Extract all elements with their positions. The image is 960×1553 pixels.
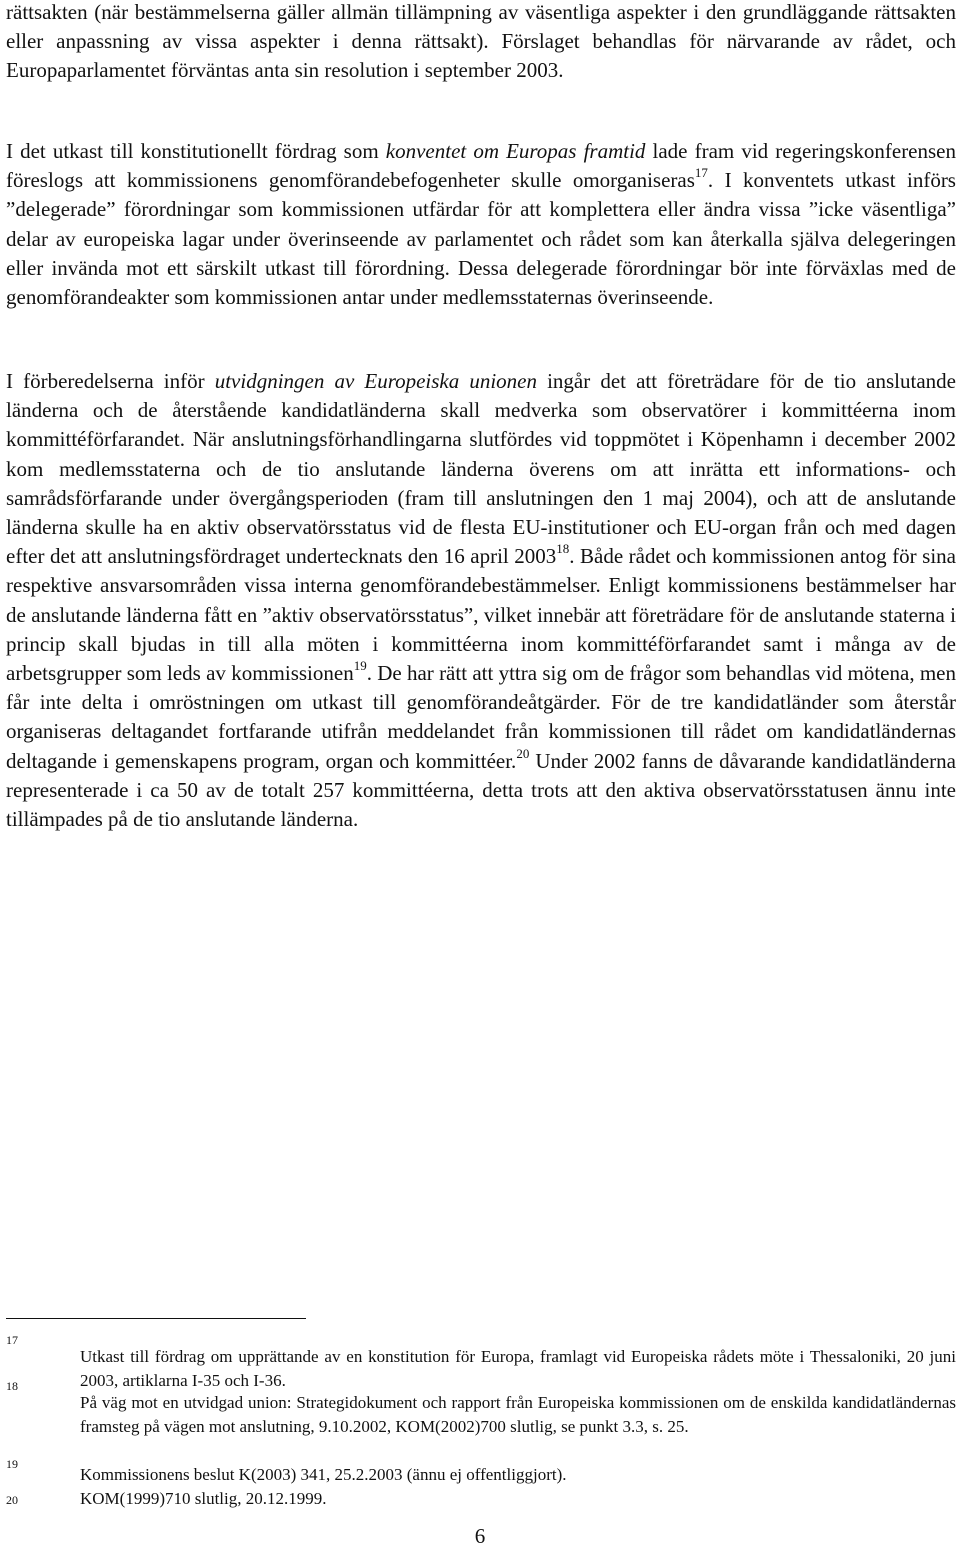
paragraph-3-part-c: . Både rådet och kommissionen antog för sina respektive ansvarsområden vissa interna genomförandebestämmelser. Enligt kommissionens bestämmelser har de anslutande länderna fått en ”aktiv observatörsstatus”, vilket innebär att företrädare för de anslutande staterna i princip skall bjudas in till alla möten i kommittéerna inom kommittéförfarandet samt i många av de arbetsgrupper som leds av kommissionen (6, 544, 956, 686)
page-number: 6 (474, 1524, 486, 1548)
footnote-ref-20: 20 (516, 745, 530, 761)
paragraph-2-italic-term: konventet om Europas framtid (385, 139, 646, 163)
footnote-separator (6, 1318, 306, 1319)
footnote-text: På väg mot en utvidgad union: Strategidokument och rapport från Europeiska kommissionen om de enskilda kandidatländernas framsteg på vägen mot anslutning, 9.10.2002, KOM(2002)700 slutlig, se punkt 3.3, s. 25. (80, 1393, 956, 1436)
footnote-text: KOM(1999)710 slutlig, 20.12.1999. (80, 1489, 327, 1508)
footnote-ref-18: 18 (556, 541, 570, 557)
paragraph-3-text (6, 367, 956, 834)
footnote-number: 20 (6, 1493, 18, 1507)
paragraph-2-text (6, 137, 956, 312)
paragraph-2-part-c: . I konventets utkast införs ”delegerade” förordningar som kommissionen utfärdar för att komplettera eller ändra vissa ”icke väsentliga” delar av europeiska lagar under överinseende av parlamentet och rådet som kan återkalla själva delegeringen eller invända mot ett särskilt utkast till förordning. Dessa delegerade förordningar bör inte förväxlas med de genomförandeakter som kommissionen antar under medlemsstaternas överinseende. (6, 168, 956, 310)
footnote-ref-19: 19 (353, 658, 367, 674)
footnote-text: Kommissionens beslut K(2003) 341, 25.2.2003 (ännu ej offentliggjort). (80, 1465, 567, 1484)
paragraph-2-part-b: lade fram vid regeringskonferensen föreslogs att kommissionens genomförandebefogenheter skulle omorganiseras (6, 139, 957, 193)
paragraph-3-part-b: ingår det att företrädare för de tio anslutande länderna och de återstående kandidatländerna skall medverka som observatörer i kommittéerna inom kommittéförfarandet. När anslutningsförhandlingarna slutfördes vid toppmötet i Köpenhamn i december 2002 kom medlemsstaterna och de tio anslutande länderna överens om att inrätta ett informations- och samrådsförfarande under övergångsperioden (fram till anslutningen den 1 maj 2004), och att de anslutande länderna skulle ha en aktiv observatörsstatus vid de flesta EU-institutioner och EU-organ från och med dagen efter det att anslutningsfördraget undertecknats den 16 april 2003 (6, 369, 956, 569)
paragraph-2-part-a: I det utkast till konstitutionellt fördrag som (6, 139, 386, 163)
paragraph-1-text: rättsakten (när bestämmelserna gäller allmän tillämpning av väsentliga aspekter i den grundläggande rättsakten eller anpassning av vissa aspekter i denna rättsakt). Förslaget behandlas för närvarande av rådet, och Europaparlamentet förväntas anta sin resolution i september 2003. (6, 0, 956, 83)
paragraph-3-part-a: I förberedelserna inför (6, 369, 215, 393)
paragraph-3-part-e: Under 2002 fanns de dåvarande kandidatländerna representerade i ca 50 av de totalt 257 kommittéerna, detta trots att den aktiva observatörsstatusen ännu inte tillämpades på de tio anslutande länderna. (6, 748, 956, 832)
footnote-ref-17: 17 (694, 165, 708, 181)
paragraph-3-italic-term: utvidgningen av Europeiska unionen (214, 369, 537, 393)
paragraph-1 (6, 0, 956, 86)
footnote-text: Utkast till fördrag om upprättande av en konstitution för Europa, framlagt vid Europeiska rådets möte i Thessaloniki, 20 juni 2003, artiklarna I-35 och I-36. (80, 1347, 956, 1390)
paragraph-2 (6, 137, 956, 312)
footnote-number: 19 (6, 1457, 18, 1471)
footnote-number: 18 (6, 1379, 18, 1393)
paragraph-3-part-d: . De har rätt att yttra sig om de frågor som behandlas vid mötena, men får inte delta i omröstningen om utkast till genomförandeåtgärder. För de tre kandidatländer som återstår organiseras deltagandet fortfarande utifrån meddelandet från kommissionen till rådet om kandidatländernas deltagande i gemenskapens program, organ och kommittéer. (6, 661, 957, 773)
paragraph-3 (6, 367, 956, 834)
footnote-number: 17 (6, 1333, 18, 1347)
